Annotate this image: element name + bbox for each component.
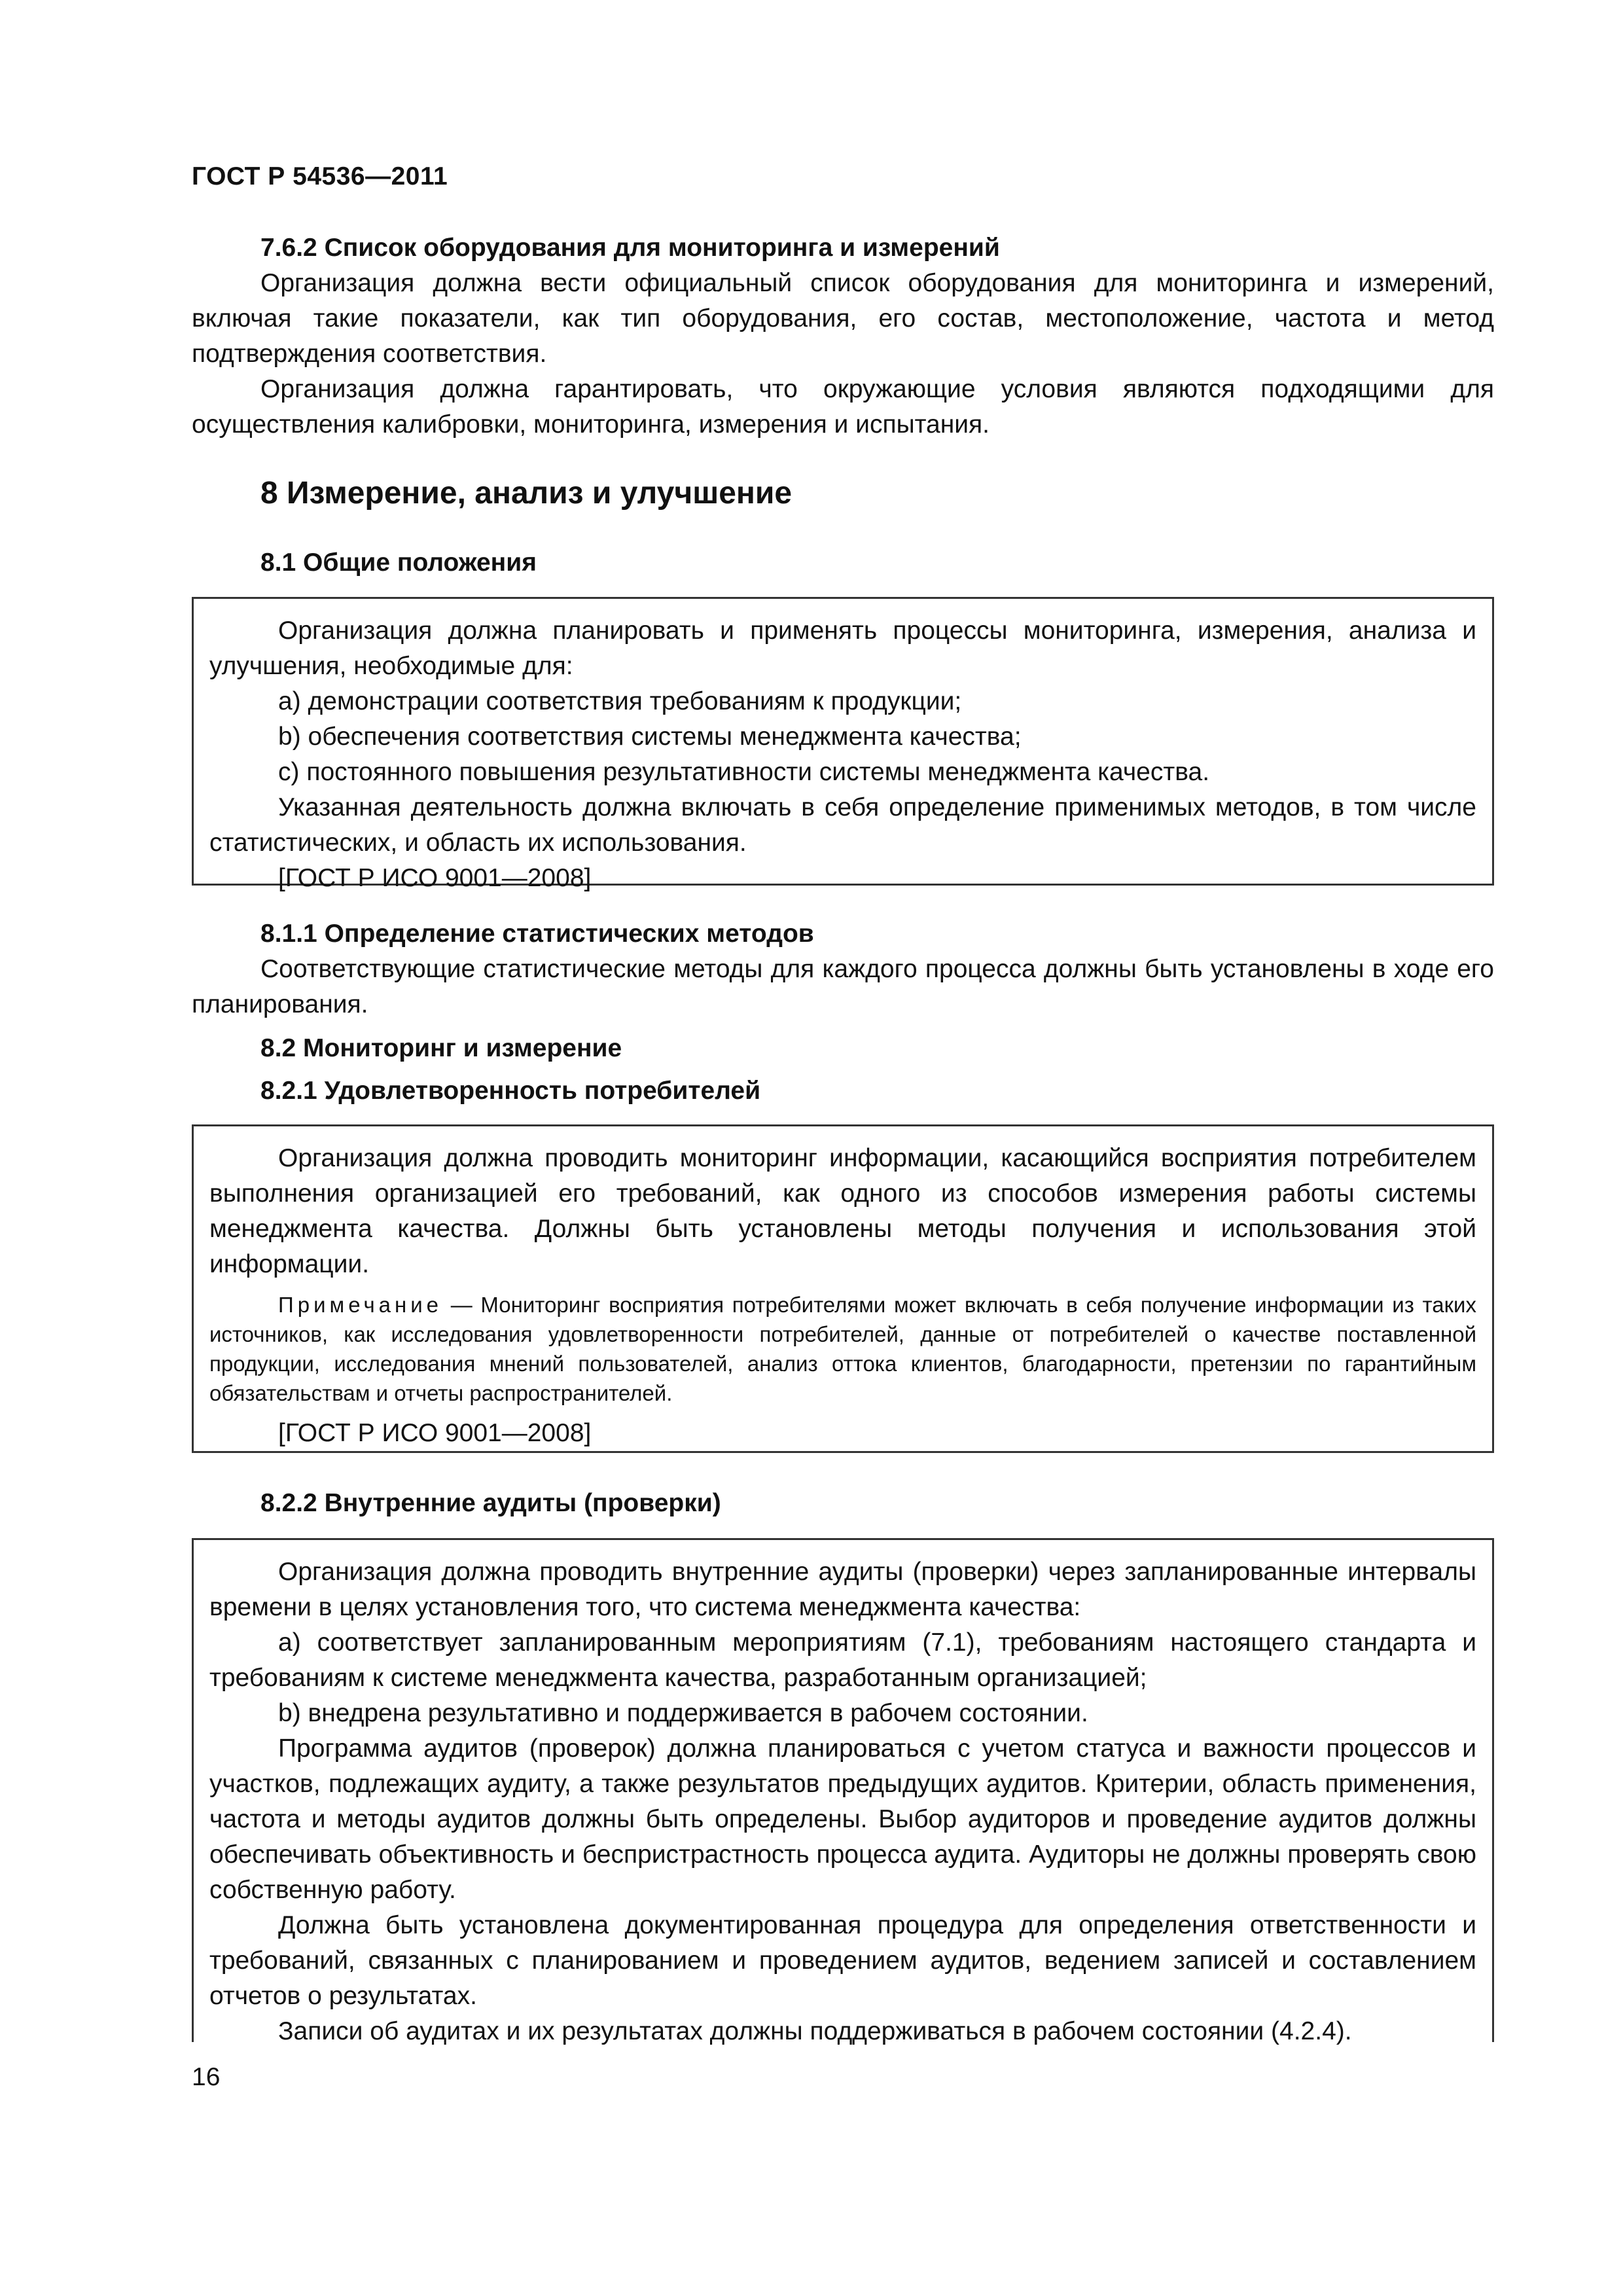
note-text: — Мониторинг восприятия потребителями может включать в себя получение информации из таких источников, как исследования удовлетворенности потребителей, данные от потребителей о качестве поставленной продукции, исследования мнений пользователей, анализ оттока клиентов, благодарности, претензии по гарантийным обязательствам и отчеты распространителей. [209, 1293, 1476, 1405]
section-8-1-1-paragraph-1: Соответствующие статистические методы для каждого процесса должны быть установлены в ходе его планирования. [192, 955, 1494, 1018]
section-8-2-1-reference: [ГОСТ Р ИСО 9001—2008] [278, 1419, 592, 1447]
section-8-2-2-item-b: b) внедрена результативно и поддерживается в рабочем состоянии. [278, 1699, 1088, 1727]
section-8-2-2-paragraph-1: Организация должна проводить внутренние аудиты (проверки) через запланированные интервалы времени в целях установления того, что система менеджмента качества: [209, 1558, 1476, 1621]
section-8-2-1-quote-box [192, 1124, 1494, 1453]
section-8-1-item-a: a) демонстрации соответствия требованиям к продукции; [278, 687, 962, 715]
note-label: Примечание [278, 1293, 443, 1317]
section-8-2-2-quote-box [192, 1538, 1494, 2045]
section-7-6-2-paragraph-2: Организация должна гарантировать, что окружающие условия являются подходящими для осуществления калибровки, мониторинга, измерения и испытания. [192, 375, 1494, 439]
section-8-1-paragraph-2: Указанная деятельность должна включать в себя определение применимых методов, в том числе статистических, и область их использования. [209, 793, 1476, 857]
section-8-1-reference: [ГОСТ Р ИСО 9001—2008] [278, 864, 592, 892]
section-8-2-2-paragraph-4: Записи об аудитах и их результатах должны поддерживаться в рабочем состоянии (4.2.4). [278, 2017, 1352, 2045]
section-7-6-2-paragraph-1: Организация должна вести официальный список оборудования для мониторинга и измерений, включая такие показатели, как тип оборудования, его состав, местоположение, частота и метод подтверждения соответствия. [192, 269, 1494, 368]
section-8-1-paragraph-1: Организация должна планировать и применять процессы мониторинга, измерения, анализа и улучшения, необходимые для: [209, 617, 1476, 680]
document-code-header: ГОСТ Р 54536—2011 [192, 162, 448, 190]
section-8-2-1-paragraph-1: Организация должна проводить мониторинг информации, касающийся восприятия потребителем выполнения организацией его требований, как одного из способов измерения работы системы менеджмента качества. Должны быть установлены методы получения и использования этой информации. [209, 1144, 1476, 1278]
section-8-2-2-item-a: a) соответствует запланированным мероприятиям (7.1), требованиям настоящего стандарта и требованиям к системе менеджмента качества, разработанным организацией; [209, 1628, 1476, 1692]
section-8-1-1 [192, 916, 1494, 1022]
section-7-6-2 [192, 230, 1494, 442]
section-8-2-2-paragraph-2: Программа аудитов (проверок) должна планироваться с учетом статуса и важности процессов и участков, подлежащих аудиту, а также результатов предыдущих аудитов. Критерии, область применения, частота и методы аудитов должны быть определены. Выбор аудиторов и проведение аудитов должны обеспечивать объективность и беспристрастность процесса аудита. Аудиторы не должны проверять свою собственную работу. [209, 1734, 1476, 1904]
section-8-2-2-heading: 8.2.2 Внутренние аудиты (проверки) [260, 1489, 721, 1517]
section-8-2-1-heading: 8.2.1 Удовлетворенность потребителей [260, 1077, 761, 1105]
section-8-1-quote-box [192, 597, 1494, 892]
section-8-heading: 8 Измерение, анализ и улучшение [260, 476, 793, 511]
section-8-2-heading: 8.2 Мониторинг и измерение [260, 1034, 622, 1062]
section-8-1-1-title: 8.1.1 Определение статистических методов [260, 920, 814, 948]
page-number: 16 [192, 2063, 221, 2091]
section-8-2-2-paragraph-3: Должна быть установлена документированная процедура для определения ответственности и требований, связанных с планированием и проведением аудитов, ведением записей и составлением отчетов о результатах. [209, 1911, 1476, 2010]
section-8-2-1-note [209, 1290, 1476, 1408]
section-7-6-2-title: 7.6.2 Список оборудования для мониторинга и измерений [260, 234, 1000, 262]
section-8-1-item-c: c) постоянного повышения результативности системы менеджмента качества. [278, 758, 1210, 786]
section-8-1-item-b: b) обеспечения соответствия системы менеджмента качества; [278, 723, 1022, 751]
section-8-1-heading: 8.1 Общие положения [260, 548, 537, 577]
